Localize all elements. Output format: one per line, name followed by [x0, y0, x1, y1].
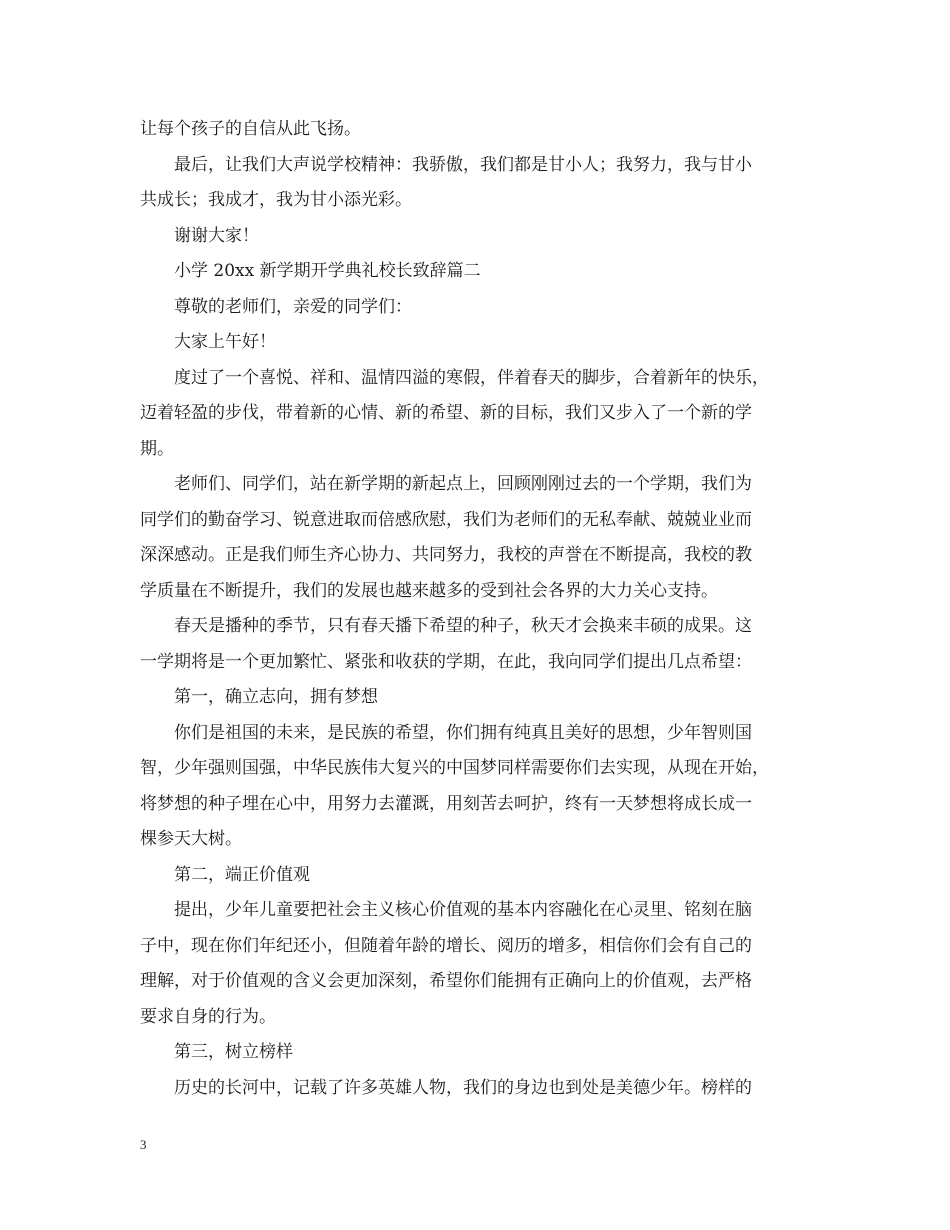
text-line: 同学们的勤奋学习、锐意进取而倍感欣慰，我们为老师们的无私奉献、兢兢业业而: [140, 509, 752, 530]
text-line: 最后，让我们大声说学校精神：我骄傲，我们都是甘小人；我努力，我与甘小: [174, 154, 752, 175]
text-line: 谢谢大家！: [174, 225, 259, 246]
text-line: 期。: [140, 438, 174, 459]
text-line: 棵参天大树。: [140, 829, 242, 849]
text-line: 将梦想的种子埋在心中，用努力去灌溉，用刻苦去呵护，终有一天梦想将成长成一: [140, 793, 752, 814]
text-line: 第三，树立榜样: [174, 1042, 293, 1062]
text-line: 小学 20xx 新学期开学典礼校长致辞篇二: [174, 261, 481, 281]
text-line: 共成长；我成才，我为甘小添光彩。: [140, 190, 412, 210]
text-line: 迈着轻盈的步伐，带着新的心情、新的希望、新的目标，我们又步入了一个新的学: [140, 403, 752, 423]
text-line: 春天是播种的季节，只有春天播下希望的种子，秋天才会换来丰硕的成果。这: [174, 616, 752, 636]
text-line: 学质量在不断提升，我们的发展也越来越多的受到社会各界的大力关心支持。: [140, 580, 718, 601]
text-line: 一学期将是一个更加繁忙、紧张和收获的学期，在此，我向同学们提出几点希望：: [140, 651, 752, 672]
text-line: 你们是祖国的未来，是民族的希望，你们拥有纯真且美好的思想，少年智则国: [174, 722, 752, 743]
text-line: 度过了一个喜悦、祥和、温情四溢的寒假，伴着春天的脚步，合着新年的快乐，: [174, 367, 769, 388]
text-line: 要求自身的行为。: [140, 1006, 276, 1027]
text-line: 理解，对于价值观的含义会更加深刻，希望你们能拥有正确向上的价值观，去严格: [140, 971, 752, 991]
text-line: 让每个孩子的自信从此飞扬。: [140, 119, 361, 139]
text-line: 子中，现在你们年纪还小，但随着年龄的增长、阅历的增多，相信你们会有自己的: [140, 935, 752, 956]
text-line: 老师们、同学们，站在新学期的新起点上，回顾刚刚过去的一个学期，我们为: [174, 474, 752, 494]
text-line: 第一，确立志向，拥有梦想: [174, 687, 378, 707]
page-number: 3: [140, 1137, 147, 1152]
text-line: 大家上午好！: [174, 332, 276, 352]
text-line: 第二，端正价值观: [174, 864, 310, 885]
text-line: 提出，少年儿童要把社会主义核心价值观的基本内容融化在心灵里、铭刻在脑: [174, 900, 752, 920]
text-line: 智，少年强则国强，中华民族伟大复兴的中国梦同样需要你们去实现，从现在开始，: [140, 758, 769, 778]
text-line: 历史的长河中，记载了许多英雄人物，我们的身边也到处是美德少年。榜样的: [174, 1077, 752, 1098]
text-line: 深深感动。正是我们师生齐心协力、共同努力，我校的声誉在不断提高，我校的教: [140, 545, 752, 565]
text-line: 尊敬的老师们，亲爱的同学们：: [174, 296, 412, 317]
document-body: [140, 112, 812, 1106]
